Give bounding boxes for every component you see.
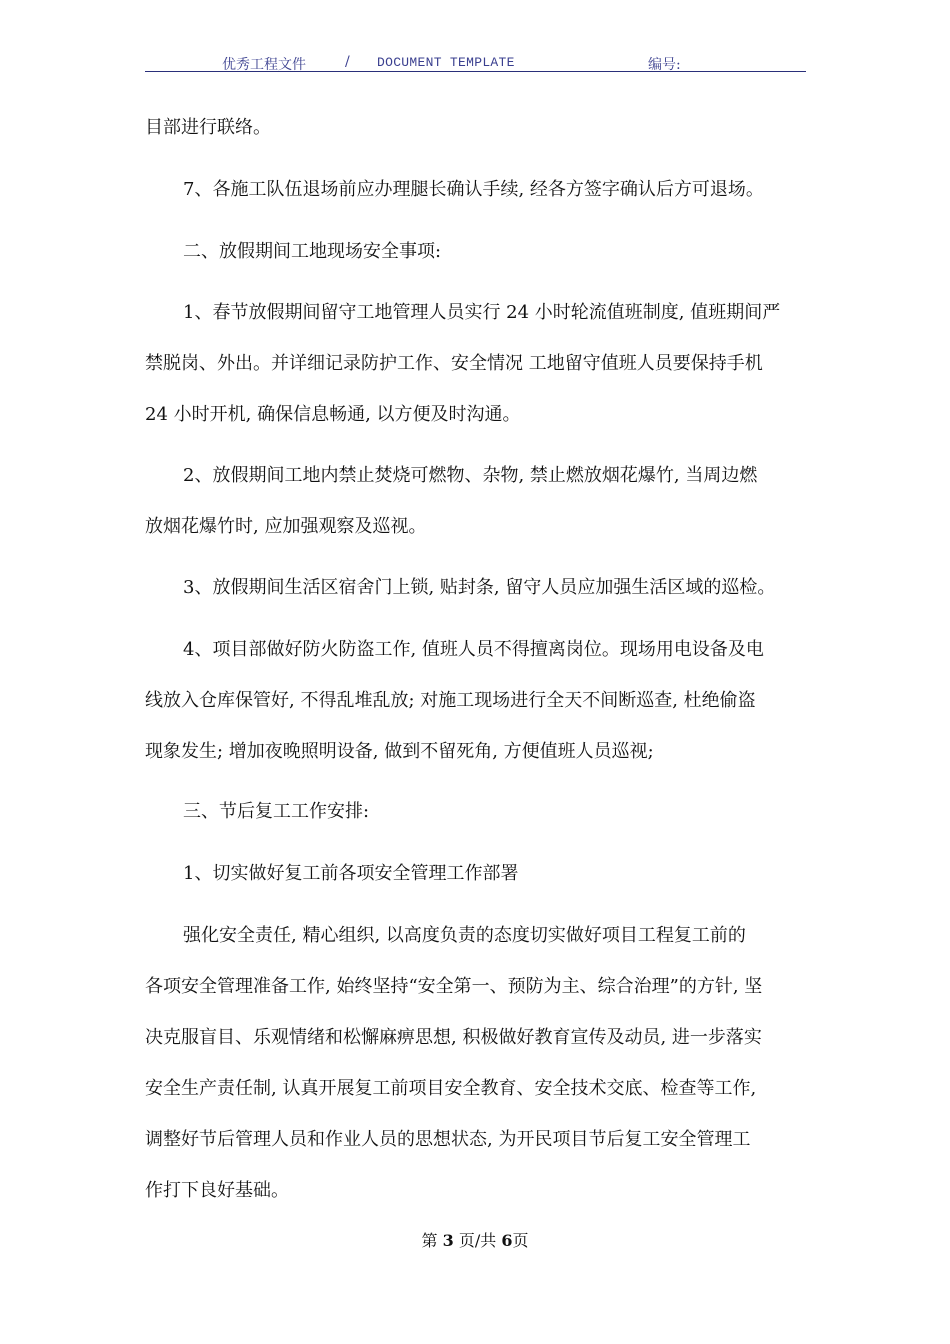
text-line: 24 小时开机, 确保信息畅通, 以方便及时沟通。 — [145, 404, 521, 425]
footer-middle: 页/共 — [458, 1231, 497, 1250]
text-line: 调整好节后管理人员和作业人员的思想状态, 为开民项目节后复工安全管理工 — [145, 1129, 751, 1150]
header-template-label: DOCUMENT TEMPLATE — [377, 55, 515, 70]
paragraph — [145, 164, 810, 215]
text-line: 禁脱岗、外出。并详细记录防护工作、安全情况 工地留守值班人员要保持手机 — [145, 353, 763, 374]
paragraph — [145, 624, 810, 777]
footer-prefix: 第 — [421, 1231, 438, 1250]
text-line: 放烟花爆竹时, 应加强观察及巡视。 — [145, 516, 427, 537]
section-heading — [145, 786, 810, 837]
page-footer — [0, 1228, 950, 1251]
text-line: 1、切实做好复工前各项安全管理工作部署 — [183, 863, 519, 884]
text-line: 目部进行联络。 — [145, 117, 271, 138]
paragraph — [145, 450, 810, 552]
text-line: 1、春节放假期间留守工地管理人员实行 24 小时轮流值班制度, 值班期间严 — [183, 302, 781, 323]
text-line: 4、项目部做好防火防盗工作, 值班人员不得擅离岗位。现场用电设备及电 — [183, 639, 764, 660]
header-divider — [145, 71, 806, 72]
text-line: 现象发生; 增加夜晚照明设备, 做到不留死角, 方便值班人员巡视; — [145, 741, 654, 762]
text-line: 安全生产责任制, 认真开展复工前项目安全教育、安全技术交底、检查等工作, — [145, 1078, 757, 1099]
text-line: 决克服盲目、乐观情绪和松懈麻痹思想, 积极做好教育宣传及动员, 进一步落实 — [145, 1027, 762, 1048]
text-line: 作打下良好基础。 — [145, 1180, 289, 1201]
header-number-label: 编号: — [648, 57, 681, 73]
text-line: 二、放假期间工地现场安全事项: — [183, 241, 442, 262]
text-line: 2、放假期间工地内禁止焚烧可燃物、杂物, 禁止燃放烟花爆竹, 当周边燃 — [183, 465, 758, 486]
current-page-number: 3 — [442, 1231, 454, 1250]
text-line: 各项安全管理准备工作, 始终坚持“安全第一、预防为主、综合治理”的方针, 坚 — [145, 976, 763, 997]
text-line: 线放入仓库保管好, 不得乱堆乱放; 对施工现场进行全天不间断巡查, 杜绝偷盗 — [145, 690, 756, 711]
header-title: 优秀工程文件 — [222, 57, 306, 73]
total-pages-number: 6 — [501, 1231, 513, 1250]
page-header — [145, 54, 806, 72]
paragraph — [145, 910, 810, 1216]
footer-suffix: 页 — [512, 1231, 529, 1250]
paragraph — [145, 102, 810, 153]
text-line: 3、放假期间生活区宿舍门上锁, 贴封条, 留守人员应加强生活区域的巡检。 — [183, 577, 776, 598]
text-line: 7、各施工队伍退场前应办理腿长确认手续, 经各方签字确认后方可退场。 — [183, 179, 764, 200]
text-line: 强化安全责任, 精心组织, 以高度负责的态度切实做好项目工程复工前的 — [183, 925, 746, 946]
header-separator: / — [345, 54, 350, 70]
paragraph — [145, 287, 810, 440]
section-heading — [145, 226, 810, 277]
paragraph — [145, 562, 810, 613]
text-line: 三、节后复工工作安排: — [183, 801, 370, 822]
subsection-heading — [145, 848, 810, 899]
